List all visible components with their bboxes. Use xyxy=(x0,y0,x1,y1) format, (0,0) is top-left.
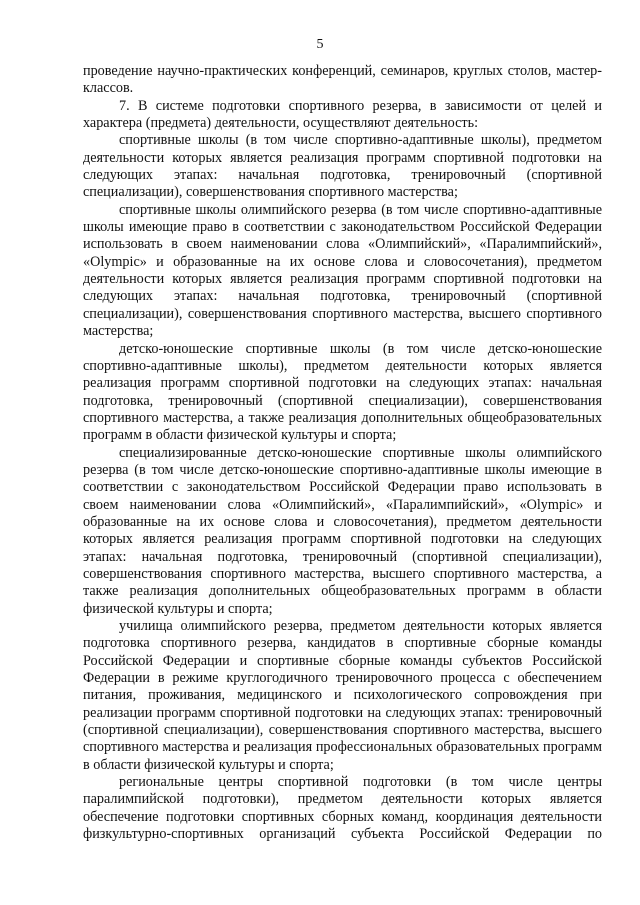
document-body xyxy=(83,63,602,843)
paragraph-specialized-youth-schools: специализированные детско-юношеские спортивные школы олимпийского резерва (в том числе детско-юношеские спортивно-адаптивные школы имеющие в соответствии с законодательством Российской Федерации право использовать в своем наименовании слова «Олимпийский», «Паралимпийский», «Olympic» и образованные на их основе слова и словосочетания), предметом деятельности которых является реализация программ спортивной подготовки на следующих этапах: начальная подготовка, тренировочный (спортивной специализации), совершенствования спортивного мастерства, высшего спортивного мастерства, а также реализация дополнительных общеобразовательных программ в области физической культуры и спорта; xyxy=(83,444,602,617)
paragraph-sport-schools: спортивные школы (в том числе спортивно-адаптивные школы), предметом деятельности которых является реализация программ спортивной подготовки на следующих этапах: начальная подготовка, тренировочный (спортивной специализации), совершенствования спортивного мастерства; xyxy=(83,132,602,201)
paragraph-olympic-reserve-schools: спортивные школы олимпийского резерва (в том числе спортивно-адаптивные школы имеющие право в соответствии с законодательством Российской Федерации использовать в своем наименовании слова «Олимпийский», «Паралимпийский», «Olympic» и образованные на их основе слова и словосочетания), предметом деятельности которых является реализация программ спортивной подготовки на следующих этапах: начальная подготовка, тренировочный (спортивной специализации), совершенствования спортивного мастерства, высшего спортивного мастерства; xyxy=(83,201,602,340)
paragraph-clause-7: 7. В системе подготовки спортивного резерва, в зависимости от целей и характера (предмета) деятельности, осуществляют деятельность: xyxy=(83,97,602,132)
paragraph-youth-sport-schools: детско-юношеские спортивные школы (в том числе детско-юношеские спортивно-адаптивные школы), предметом деятельности которых является реализация программ спортивной подготовки на следующих этапах: начальная подготовка, тренировочный (спортивной специализации), совершенствования спортивного мастерства, а также реализация дополнительных общеобразовательных программ в области физической культуры и спорта; xyxy=(83,340,602,444)
paragraph-regional-centers: региональные центры спортивной подготовки (в том числе центры паралимпийской подготовки), предметом деятельности которых является обеспечение подготовки спортивных сборных команд, координация деятельности физкультурно-спортивных организаций субъекта Российской Федерации по xyxy=(83,774,602,843)
page-number: 5 xyxy=(316,37,324,52)
paragraph-continuation: проведение научно-практических конференций, семинаров, круглых столов, мастер-классов. xyxy=(83,63,602,97)
paragraph-olympic-reserve-colleges: училища олимпийского резерва, предметом деятельности которых является подготовка спортивного резерва, кандидатов в спортивные сборные команды Российской Федерации и спортивные сборные команды субъектов Российской Федерации в режиме круглогодичного тренировочного процесса с обеспечением питания, проживания, медицинского и психологического сопровождения при реализации программ спортивной подготовки на следующих этапах: тренировочный (спортивной специализации), совершенствования спортивного мастерства, высшего спортивного мастерства и реализация профессиональных образовательных программ в области физической культуры и спорта; xyxy=(83,618,602,773)
